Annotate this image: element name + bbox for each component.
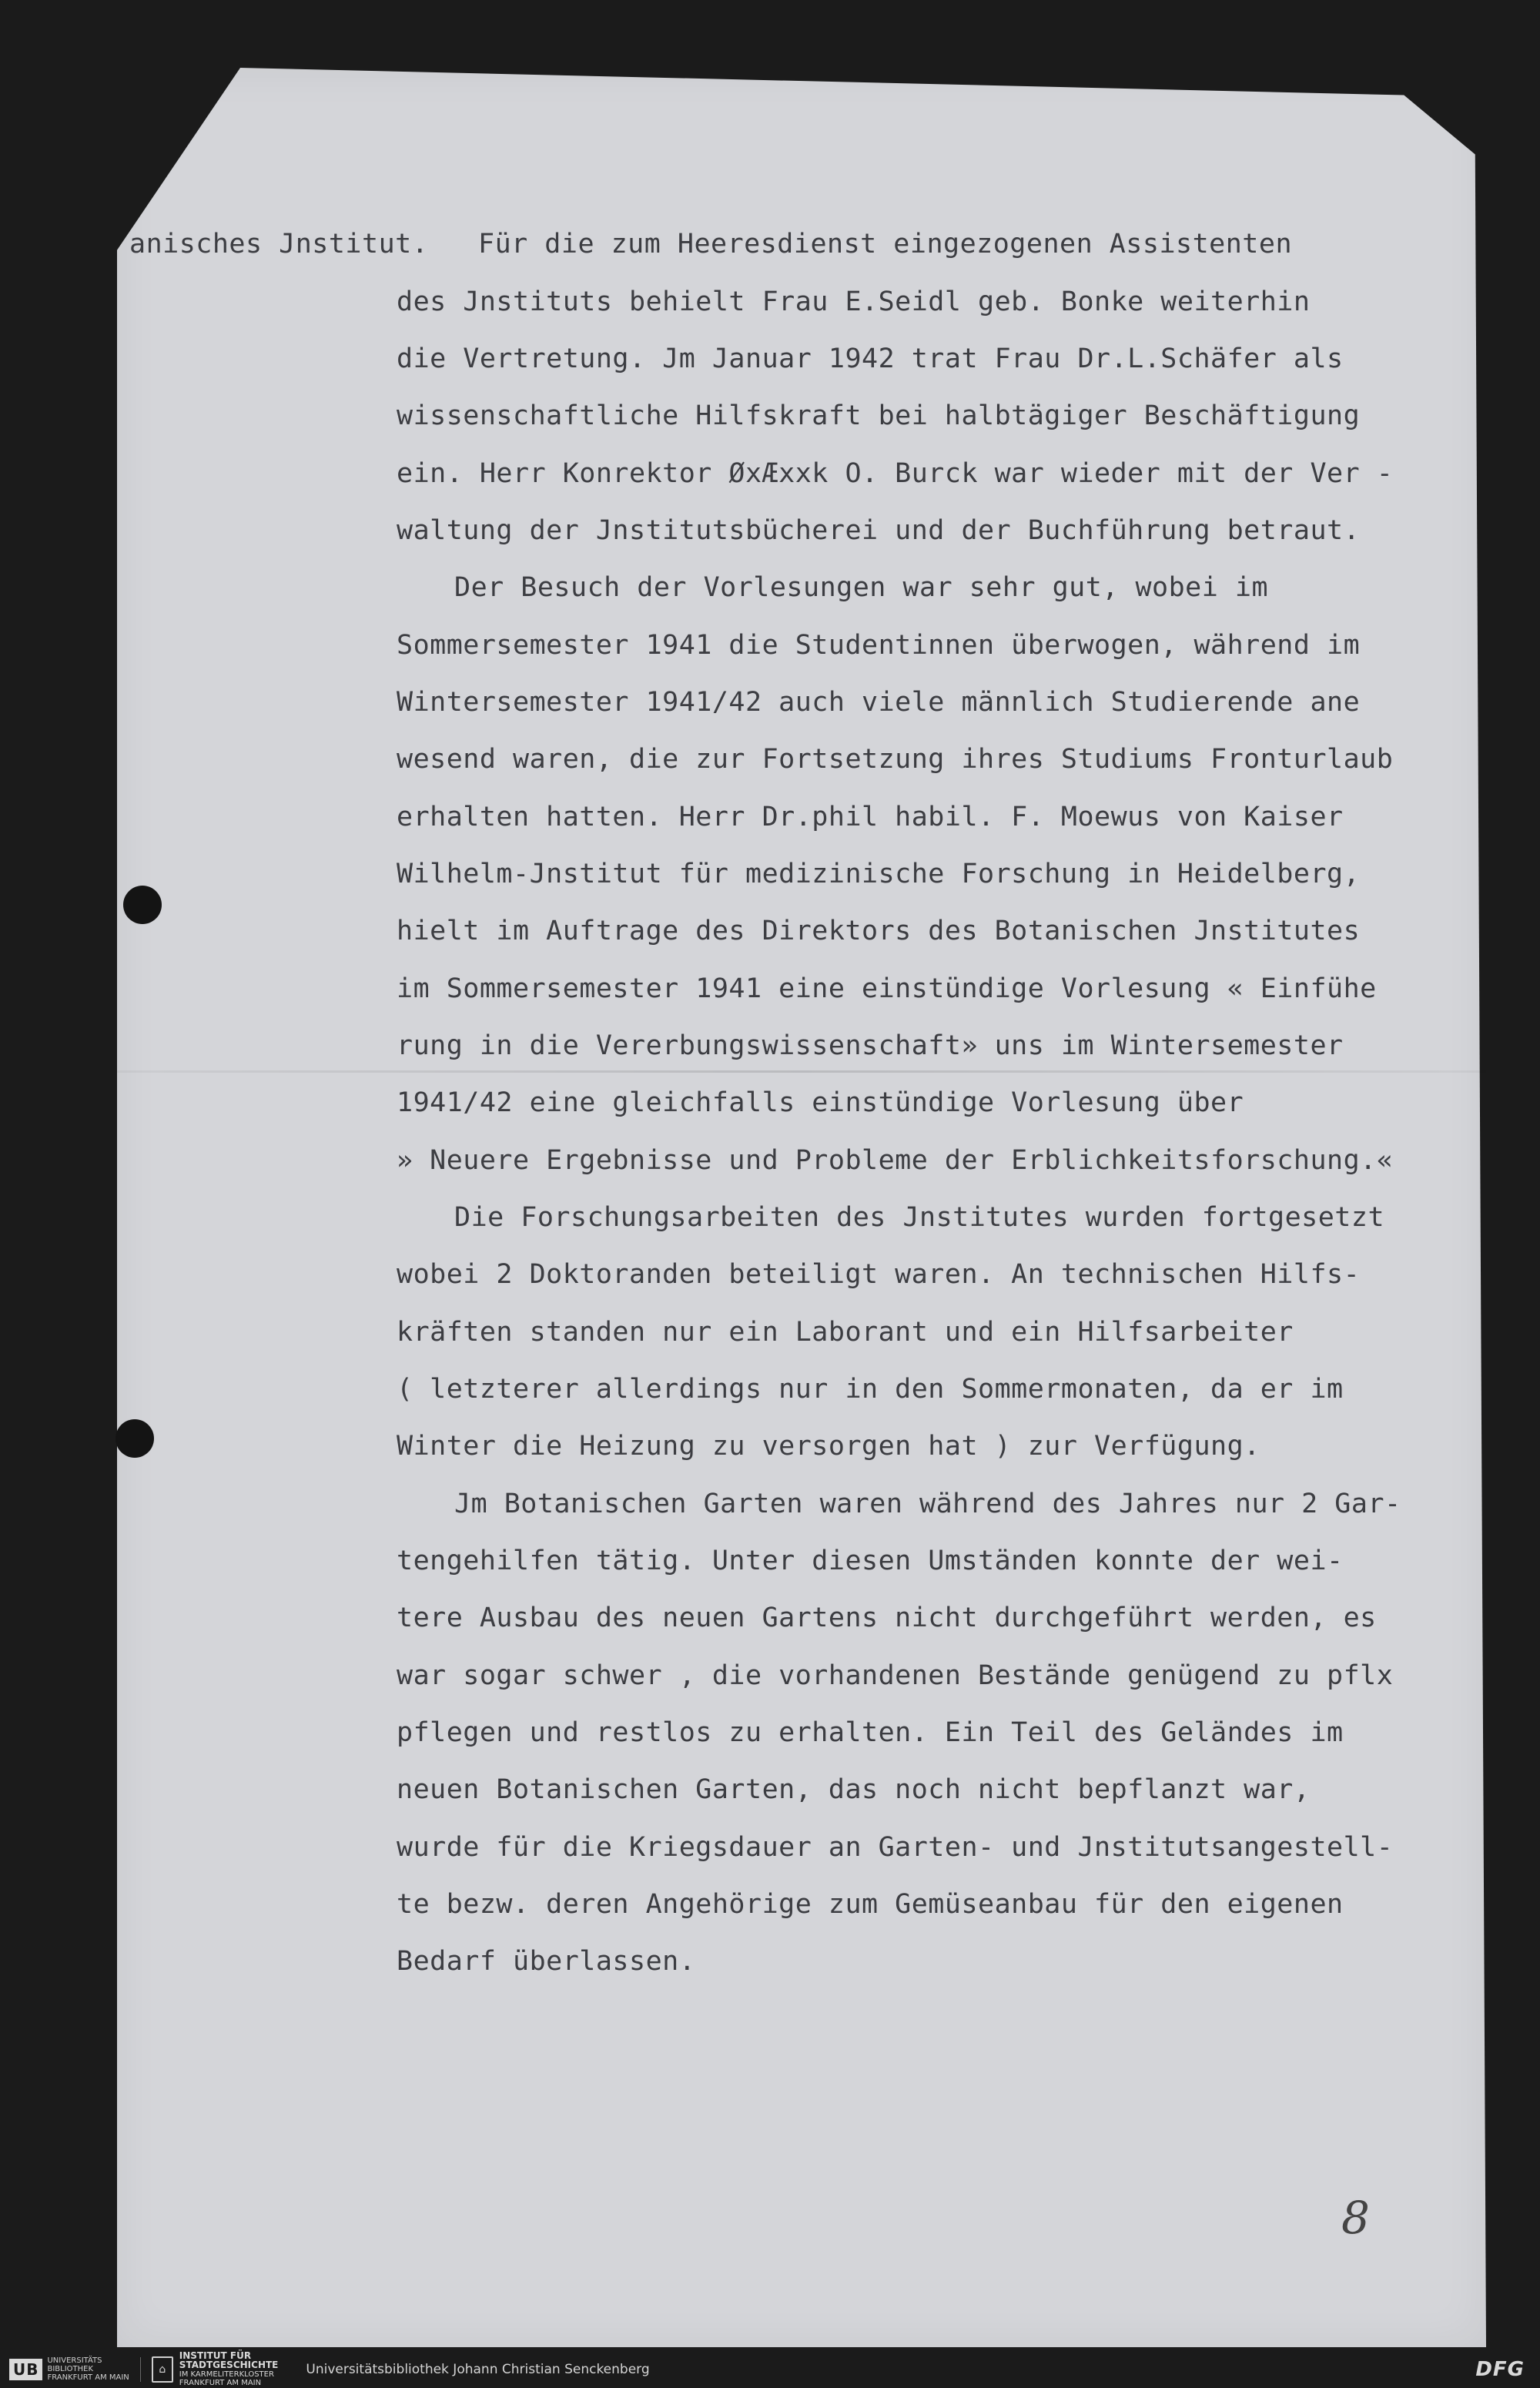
ub-logo-mark: UB xyxy=(9,2359,42,2380)
text-line: Jm Botanischen Garten waren während des Jahres nur 2 Gar- xyxy=(454,1489,1401,1519)
text-line: wobei 2 Doktoranden beteiligt waren. An technischen Hilfs- xyxy=(397,1259,1361,1290)
text-line: kräften standen nur ein Laborant und ein Hilfsarbeiter xyxy=(397,1317,1294,1348)
text-line: wissenschaftliche Hilfskraft bei halbtägiger Beschäftigung xyxy=(397,400,1361,431)
text-line: te bezw. deren Angehörige zum Gemüseanbau für den eigenen xyxy=(397,1889,1344,1920)
text-line: anisches Jnstitut. Für die zum Heeresdienst eingezogenen Assistenten xyxy=(129,229,1293,260)
text-line: Die Forschungsarbeiten des Jnstitutes wurden fortgesetzt xyxy=(454,1202,1385,1233)
text-line: tere Ausbau des neuen Gartens nicht durchgeführt werden, es xyxy=(397,1603,1377,1633)
text-line: Wilhelm-Jnstitut für medizinische Forschung in Heidelberg, xyxy=(397,859,1361,889)
dfg-logo: DFG xyxy=(1475,2357,1525,2381)
text-line: die Vertretung. Jm Januar 1942 trat Frau Dr.L.Schäfer als xyxy=(397,343,1344,374)
punch-hole-upper xyxy=(123,886,162,924)
text-line: Wintersemester 1941/42 auch viele männlich Studierende ane xyxy=(397,687,1361,718)
punch-hole-lower xyxy=(116,1419,154,1458)
text-line: ein. Herr Konrektor ØxÆxxk O. Burck war wieder mit der Ver - xyxy=(397,458,1394,489)
text-line: wesend waren, die zur Fortsetzung ihres Studiums Fronturlaub xyxy=(397,744,1394,775)
text-line: hielt im Auftrage des Direktors des Botanischen Jnstitutes xyxy=(397,916,1361,946)
text-line: Winter die Heizung zu versorgen hat ) zur Verfügung. xyxy=(397,1431,1260,1462)
text-line: Der Besuch der Vorlesungen war sehr gut, wobei im xyxy=(454,572,1269,603)
text-line: des Jnstituts behielt Frau E.Seidl geb. Bonke weiterhin xyxy=(397,286,1311,317)
institute-logo-text: INSTITUT FÜR STADTGESCHICHTE IM KARMELITERKLOSTER FRANKFURT AM MAIN xyxy=(179,2349,279,2387)
text-line: neuen Botanischen Garten, das noch nicht bepflanzt war, xyxy=(397,1774,1311,1805)
footer-separator xyxy=(140,2357,141,2382)
text-line: » Neuere Ergebnisse und Probleme der Erblichkeitsforschung.« xyxy=(397,1145,1394,1176)
ub-logo-text: UNIVERSITÄTS BIBLIOTHEK FRANKFURT AM MAIN xyxy=(47,2356,129,2382)
text-line: war sogar schwer , die vorhandenen Bestände genügend zu pflx xyxy=(397,1660,1394,1691)
library-name: Universitätsbibliothek Johann Christian Senckenberg xyxy=(306,2361,650,2377)
ub-logo xyxy=(9,2356,129,2382)
text-line: im Sommersemester 1941 eine einstündige Vorlesung « Einfühe xyxy=(397,973,1377,1004)
text-line: ( letzterer allerdings nur in den Sommermonaten, da er im xyxy=(397,1374,1344,1405)
institute-logo-icon: ⌂ xyxy=(152,2356,173,2383)
text-line: erhalten hatten. Herr Dr.phil habil. F. Moewus von Kaiser xyxy=(397,802,1344,832)
text-line: 1941/42 eine gleichfalls einstündige Vorlesung über xyxy=(397,1087,1244,1118)
page-number: 8 xyxy=(1341,2192,1370,2244)
text-line: Sommersemester 1941 die Studentinnen überwogen, während im xyxy=(397,630,1361,661)
text-line: rung in die Vererbungswissenschaft» uns im Wintersemester xyxy=(397,1030,1344,1061)
text-line: wurde für die Kriegsdauer an Garten- und Jnstitutsangestell- xyxy=(397,1832,1394,1863)
text-line: tengehilfen tätig. Unter diesen Umständen konnte der wei- xyxy=(397,1546,1344,1576)
footer-bar xyxy=(0,2350,1540,2388)
text-line: pflegen und restlos zu erhalten. Ein Teil des Geländes im xyxy=(397,1717,1344,1748)
text-line: waltung der Jnstitutsbücherei und der Buchführung betraut. xyxy=(397,515,1361,546)
text-line: Bedarf überlassen. xyxy=(397,1946,696,1977)
paper-fold xyxy=(117,1070,1486,1073)
